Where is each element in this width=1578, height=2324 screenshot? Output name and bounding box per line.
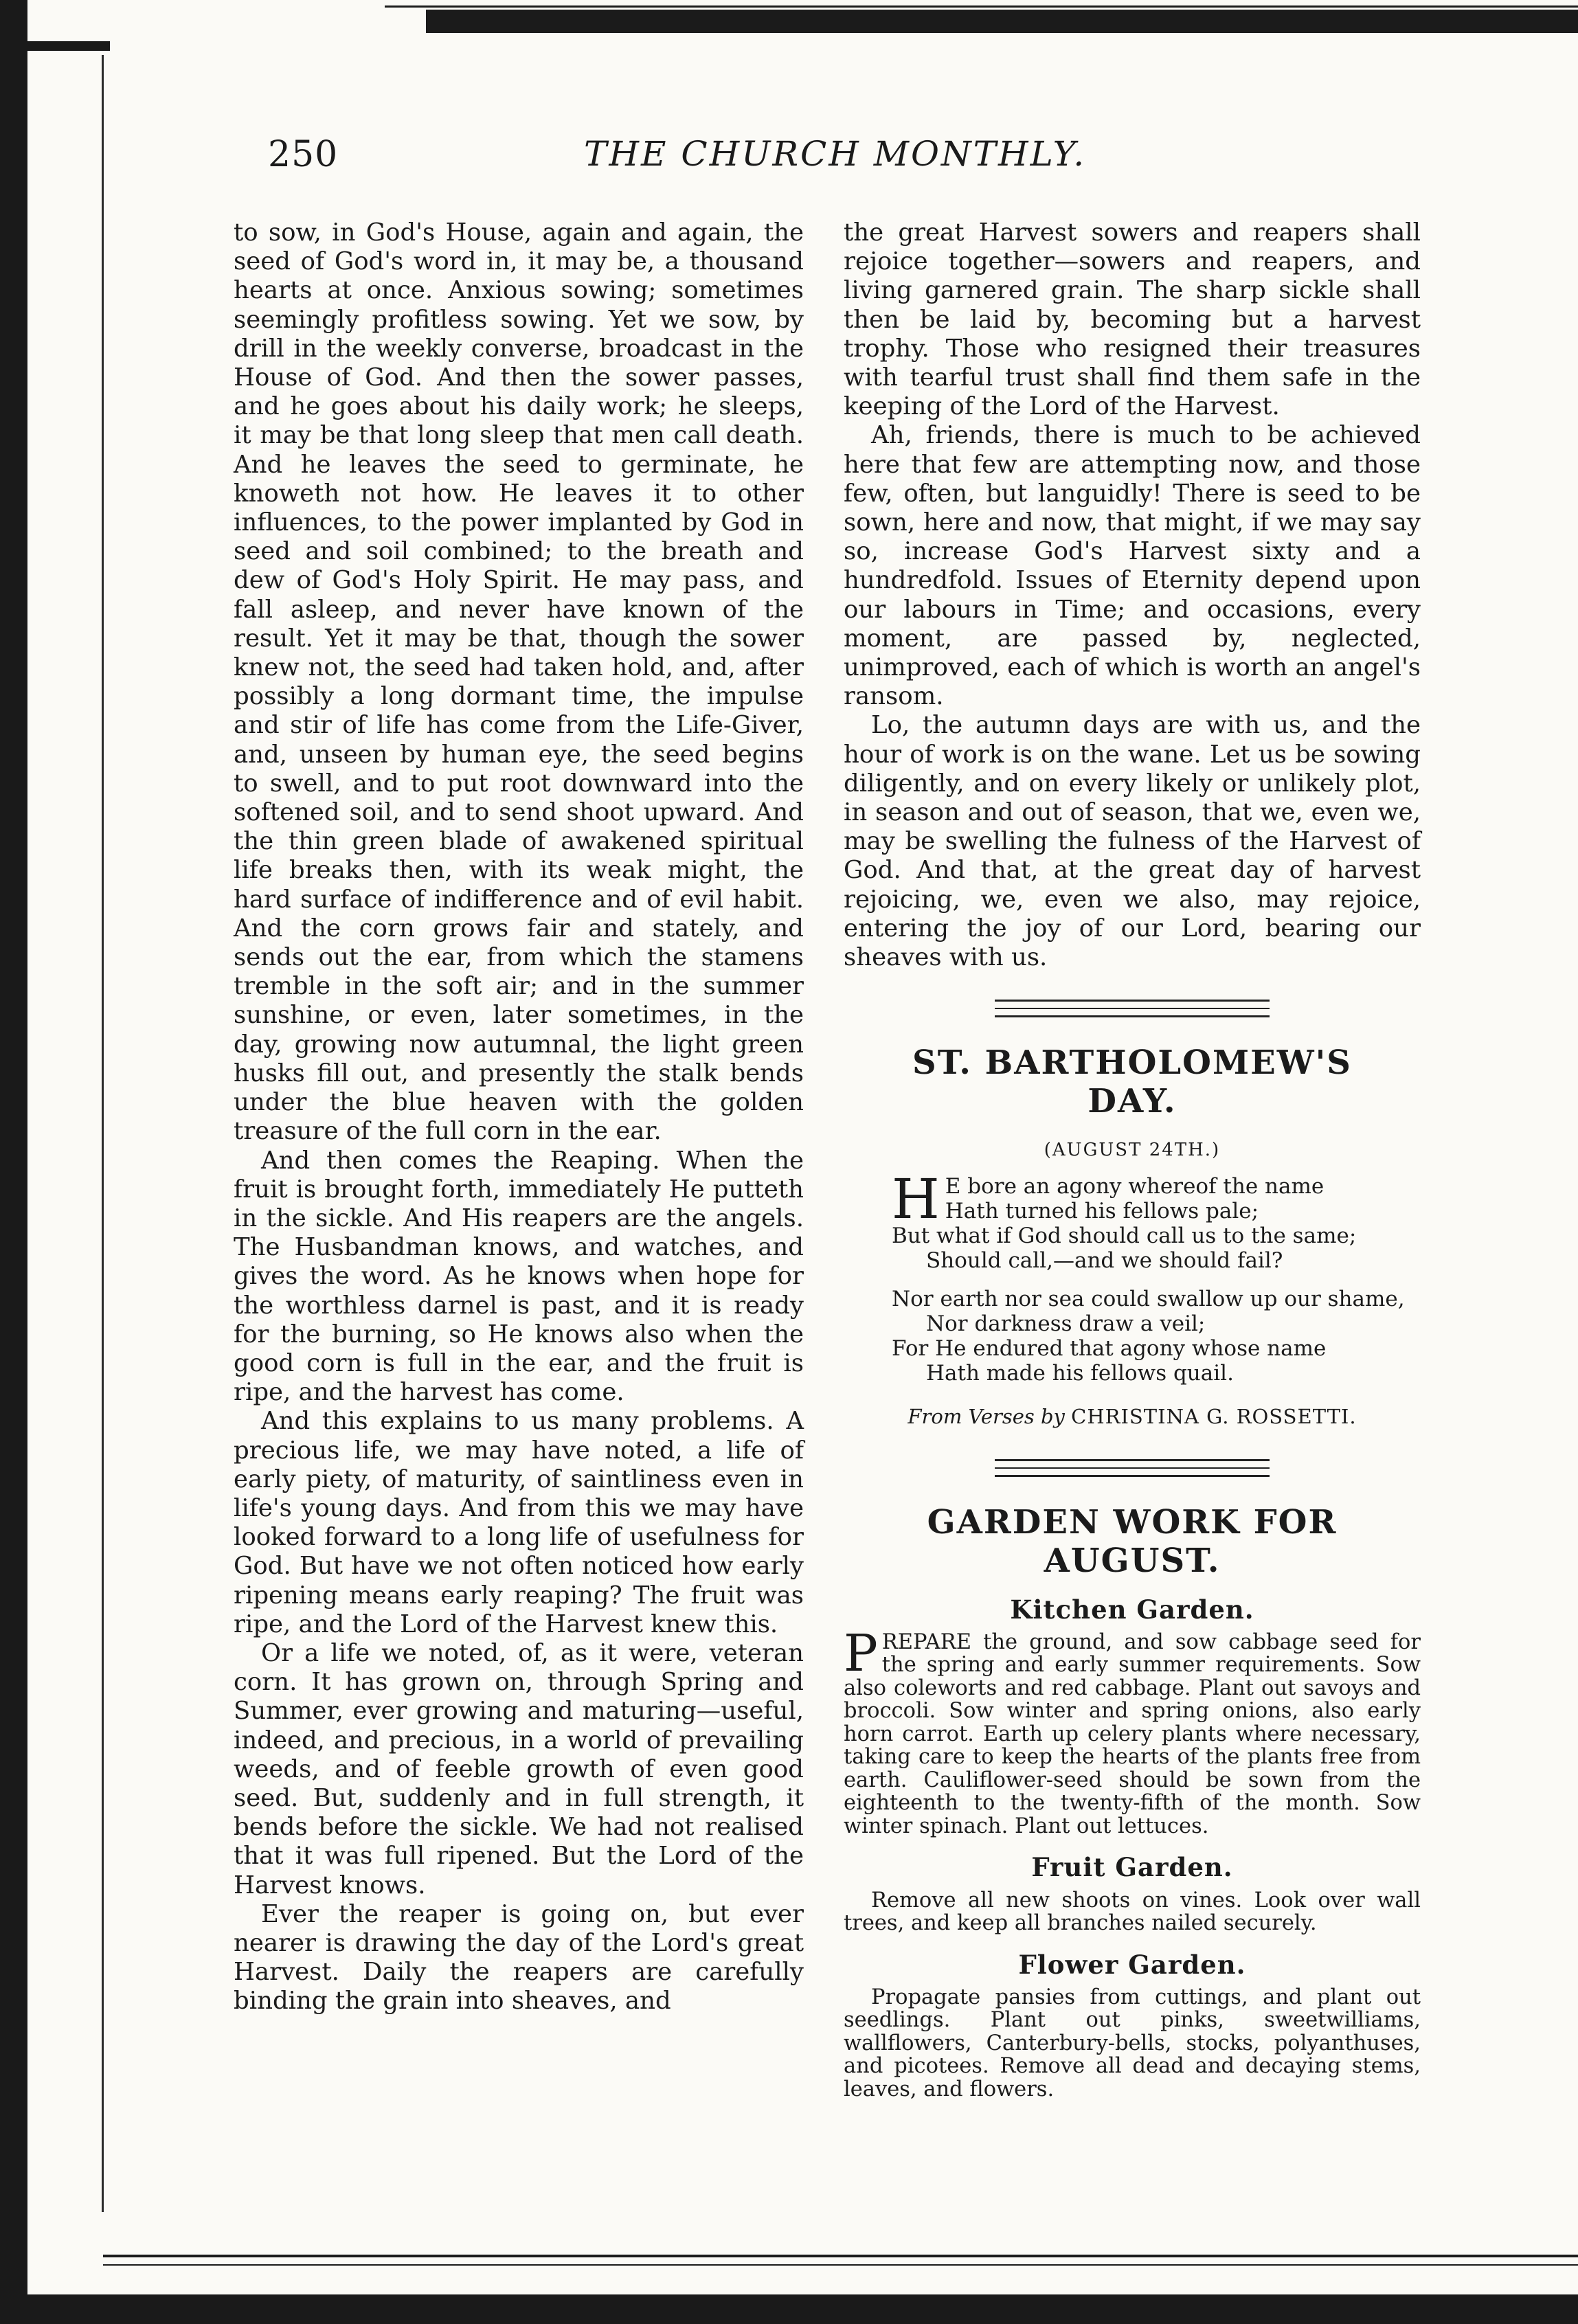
paragraph: Lo, the autumn days are with us, and the hour of work is on the wane. Let us be sowing diligently, and on every likely or unlikely plot, in season and out of season, that we, even we, may be swelling the fulness of the Harvest of God. And that, at the great day of harvest rejoicing, we, even we also, may rejoice, entering the joy of our Lord, bearing our sheaves with us.	[844, 711, 1421, 972]
left-scan-mark	[27, 41, 110, 51]
kitchen-garden-body: REPARE the ground, and sow cabbage seed for the spring and early summer requirements. Sow also coleworts and red cabbage. Plant out savoys and broccoli. Sow winter and spring onions, also early horn carrot. Earth up celery plants where necessary, taking care to keep the hearts of the plants free from earth. Cauliflower-seed should be sown from the eighteenth to the twenty-fifth of the month. Sow winter spinach. Plant out lettuces.	[844, 1629, 1421, 1838]
running-title: THE CHURCH MONTHLY.	[584, 134, 1087, 174]
paragraph: And then comes the Reaping. When the fruit is brought forth, immediately He putteth in the sickle. And His reapers are the angels. The Husbandman knows, and watches, and gives the word. As he knows when hope for the worthless darnel is past, and it is ready for the burning, so He knows also when the good corn is full in the ear, and the fruit is ripe, and the harvest has come.	[234, 1146, 804, 1407]
poem-line: Nor earth nor sea could swallow up our shame,	[892, 1287, 1405, 1312]
paragraph: the great Harvest sowers and reapers shall rejoice together—sowers and reapers, and living garnered grain. The sharp sickle shall then be laid by, becoming but a harvest trophy. Those who resigned their treasures with tearful trust shall find them safe in the keeping of the Lord of the Harvest.	[844, 218, 1421, 421]
garden-section	[844, 1503, 1421, 2101]
bottom-border	[103, 2255, 1578, 2257]
flower-garden-text: Propagate pansies from cuttings, and plant out seedlings. Plant out pinks, sweetwilliams, wallflowers, Canterbury-bells, stocks, polyanthuses, and picotees. Remove all dead and decaying stems, leaves, and flowers.	[844, 1985, 1421, 2101]
section-divider	[995, 1000, 1270, 1017]
attribution-source: From Verses by	[908, 1405, 1065, 1429]
fruit-garden-heading: Fruit Garden.	[1031, 1852, 1233, 1883]
title-line: ST. BARTHOLOMEW'S	[912, 1043, 1352, 1083]
title-line: GARDEN WORK FOR	[927, 1502, 1338, 1542]
kitchen-garden-heading: Kitchen Garden.	[1010, 1594, 1254, 1625]
poem-line: E bore an agony whereof the name	[945, 1174, 1325, 1199]
poem	[892, 1167, 1421, 1386]
drop-cap: P	[844, 1623, 878, 1683]
flower-garden-heading: Flower Garden.	[1018, 1949, 1246, 1980]
bottom-border-thin	[103, 2264, 1578, 2266]
left-scan-edge	[0, 0, 27, 2324]
poem-line: Hath turned his fellows pale;	[945, 1199, 1259, 1224]
page-header	[268, 134, 1450, 189]
section-title	[844, 1503, 1421, 1580]
paragraph: Or a life we noted, of, as it were, veteran corn. It has grown on, through Spring and Summer, ever growing and maturing—useful, indeed, and precious, in a world of prevailing weeds, and of feeble growth of even good seed. But, suddenly and in full strength, it bends before the sickle. We had not realised that it was full ripened. But the Lord of the Harvest knows.	[234, 1638, 804, 1899]
title-line: AUGUST.	[1044, 1541, 1221, 1580]
poem-line: Nor darkness draw a veil;	[926, 1311, 1206, 1337]
top-border-thin	[385, 5, 1578, 8]
title-line: DAY.	[1087, 1082, 1177, 1121]
poem-line: But what if God should call us to the same;	[892, 1223, 1357, 1249]
fruit-garden-text: Remove all new shoots on vines. Look over wall trees, and keep all branches nailed securely.	[844, 1888, 1421, 1936]
top-border	[426, 10, 1578, 33]
poem-line: For He endured that agony whose name	[892, 1336, 1327, 1362]
left-margin-line	[102, 55, 104, 2212]
paragraph: Ah, friends, there is much to be achieved here that few are attempting now, and those few, often, but languidly! There is seed to be sown, here and now, that might, if we may say so, increase God's Harvest sixty and a hundredfold. Issues of Eternity depend upon our labours in Time; and occasions, every moment, are passed by, neglected, unimproved, each of which is worth an angel's ransom.	[844, 421, 1421, 711]
kitchen-garden-text	[844, 1623, 1421, 1838]
section-title	[844, 1043, 1421, 1120]
poem-line: Should call,—and we should fail?	[926, 1248, 1283, 1274]
bottom-scan-edge	[0, 2294, 1578, 2324]
poem-line: Hath made his fellows quail.	[926, 1361, 1234, 1386]
right-column	[844, 218, 1421, 2101]
paragraph: Ever the reaper is going on, but ever nearer is drawing the day of the Lord's great Harvest. Daily the reapers are carefully binding the grain into sheaves, and	[234, 1899, 804, 2016]
paragraph: And this explains to us many problems. A precious life, we may have noted, a life of early piety, of maturity, of saintliness even in life's young days. And from this we may have looked forward to a long life of usefulness for God. But have we not often noticed how early ripening means early reaping? The fruit was ripe, and the Lord of the Harvest knew this.	[234, 1407, 804, 1638]
drop-cap: H	[892, 1167, 940, 1232]
poem-attribution	[844, 1402, 1421, 1431]
page-number: 250	[268, 134, 339, 175]
paragraph: to sow, in God's House, again and again, the seed of God's word in, it may be, a thousand hearts at once. Anxious sowing; sometimes seemingly profitless sowing. Yet we sow, by drill in the weekly converse, broadcast in the House of God. And then the sower passes, and he goes about his daily work; he sleeps, it may be that long sleep that men call death. And he leaves the seed to germinate, he knoweth not how. He leaves it to other influences, to the power implanted by God in seed and soil combined; to the breath and dew of God's Holy Spirit. He may pass, and fall asleep, and never have known of the result. Yet it may be that, though the sower knew not, the seed had taken hold, and, after possibly a long dormant time, the impulse and stir of life has come from the Life-Giver, and, unseen by human eye, the seed begins to swell, and to put root downward into the softened soil, and to send shoot upward. And the thin green blade of awakened spiritual life breaks then, with its weak might, the hard surface of indifference and of evil habit. And the corn grows fair and stately, and sends out the ear, from which the stamens tremble in the soft air; and in the summer sunshine, or even, later sometimes, in the day, growing now autumnal, the light green husks fill out, and presently the stalk bends under the blue heaven with the golden treasure of the full corn in the ear.	[234, 218, 804, 1146]
feast-date: (AUGUST 24TH.)	[1044, 1140, 1221, 1161]
attribution-author: CHRISTINA G. ROSSETTI.	[1071, 1405, 1357, 1429]
section-divider	[995, 1459, 1270, 1477]
left-column	[234, 218, 804, 2016]
bartholomew-section	[844, 1043, 1421, 1431]
